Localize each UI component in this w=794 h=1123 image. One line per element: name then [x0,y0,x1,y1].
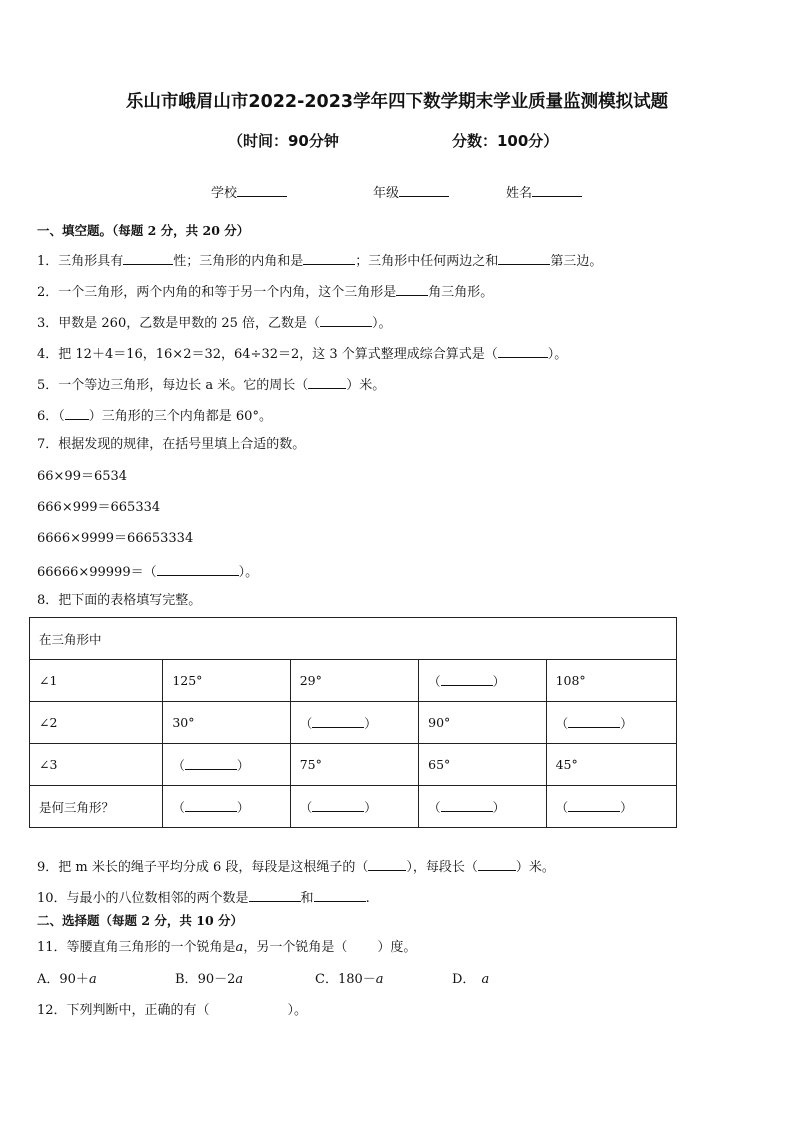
q7-pattern-3: 6666×9999＝66653334 [37,531,194,546]
paren-close: ） [364,799,377,815]
name-field[interactable] [506,182,582,201]
value-cell: 75° [290,744,418,786]
q1-text-b: 性；三角形的内角和是 [173,254,304,269]
q9-text-c: ）米。 [515,860,555,875]
q7-l4-text-b: ）。 [238,565,259,580]
q10-text-c: . [365,891,370,906]
school-label: 学校 [211,186,238,201]
row-label: ∠2 [30,702,163,744]
q7-pattern-2: 666×999＝665334 [37,500,161,515]
question-4 [37,344,567,363]
table-row [30,660,677,702]
q10-blank-2[interactable] [314,888,366,902]
name-label: 姓名 [506,186,533,201]
question-6 [37,406,272,425]
q2-blank[interactable] [396,282,428,296]
q6-blank[interactable] [65,406,89,420]
question-8: 8．把下面的表格填写完整。 [37,593,202,608]
answer-blank[interactable] [312,798,364,812]
table-row [30,786,677,828]
row-label: ∠1 [30,660,163,702]
option-c-expr: 180－ [337,972,376,987]
q11-text-a: 11．等腰直角三角形的一个锐角是 [37,940,236,955]
q5-text-b: ）米。 [346,378,386,393]
triangle-table [29,617,677,828]
answer-blank[interactable] [441,798,493,812]
q12-text-b: ）。 [287,1003,308,1018]
q11-option-a[interactable] [37,972,97,988]
q9-blank-2[interactable] [478,857,516,871]
section1-heading: 一、填空题。（每题 2 分，共 20 分） [37,223,250,238]
table-row [30,744,677,786]
q3-text-b: ）。 [372,316,392,331]
q11-option-d[interactable] [452,972,489,988]
q9-text-a: 9．把 m 米长的绳子平均分成 6 段，每段是这根绳子的（ [37,860,369,875]
q1-blank-3[interactable] [498,251,550,265]
name-blank[interactable] [532,183,582,197]
q9-blank-1[interactable] [368,857,406,871]
exam-score: 分数：100分） [452,132,559,150]
option-a-label: A． [37,972,60,987]
q1-blank-2[interactable] [303,251,355,265]
q11-option-b[interactable] [175,972,243,988]
answer-blank[interactable] [312,714,364,728]
question-12 [37,1003,307,1019]
question-2 [37,282,493,301]
q11-text-c: ）度。 [377,940,417,955]
q10-text-b: 和 [300,891,314,906]
q5-blank[interactable] [308,375,346,389]
paren-open: （ [428,799,441,815]
table-title-row [30,618,677,660]
q7-l4-text-a: 66666×99999＝（ [37,565,157,580]
option-d-label: D． [452,972,476,987]
paren-open: （ [555,715,569,731]
answer-cell[interactable] [163,744,290,786]
school-field[interactable] [211,182,287,201]
question-3 [37,313,392,332]
option-a-var: a [88,972,97,987]
option-c-label: C． [315,972,338,987]
q3-blank[interactable] [320,313,372,327]
q6-text-b: ）三角形的三个内角都是 60°。 [88,409,272,424]
q1-text-a: 1．三角形具有 [37,254,124,269]
paren-close: ） [492,799,506,815]
q11-var: a [235,940,244,955]
question-11 [37,940,416,956]
q9-text-b: ），每段长（ [406,860,478,875]
paren-close: ） [620,715,633,731]
q3-text-a: 3．甲数是 260，乙数是甲数的 25 倍，乙数是（ [37,316,321,331]
q11-text-b: ，另一个锐角是（ [243,940,348,955]
value-cell: 30° [163,702,290,744]
answer-cell[interactable] [290,786,418,828]
q10-text-a: 10．与最小的八位数相邻的两个数是 [37,891,249,906]
q1-text-d: 第三边。 [550,254,603,269]
paren-open: （ [299,799,313,815]
answer-cell[interactable] [419,786,546,828]
q4-text-b: ）。 [547,347,568,362]
grade-label: 年级 [373,186,400,201]
option-c-var: a [375,972,384,987]
paren-open: （ [428,673,441,689]
q11-option-c[interactable] [315,972,384,988]
answer-blank[interactable] [568,714,620,728]
grade-blank[interactable] [399,183,449,197]
table-row [30,702,677,744]
answer-cell[interactable] [419,660,546,702]
answer-cell[interactable] [546,786,676,828]
value-cell: 125° [163,660,290,702]
exam-time: （时间：90分钟 [228,132,339,150]
option-a-expr: 90＋ [59,972,89,987]
answer-blank[interactable] [185,756,237,770]
q4-blank[interactable] [498,344,548,358]
paren-open: （ [172,799,185,815]
question-10 [37,888,370,907]
answer-blank[interactable] [568,798,620,812]
question-9 [37,857,555,876]
table-title: 在三角形中 [30,618,677,660]
section2-heading: 二、选择题（每题 2 分，共 10 分） [37,913,244,928]
question-5 [37,375,385,394]
option-b-var: a [235,972,244,987]
row-label: 是何三角形？ [30,786,163,828]
paren-open: （ [555,799,569,815]
question-7: 7．根据发现的规律，在括号里填上合适的数。 [37,437,306,452]
answer-cell[interactable] [163,786,290,828]
paren-close: ） [236,799,250,815]
paren-close: ） [620,799,633,815]
option-d-var: a [481,972,490,987]
page-title: 乐山市峨眉山市2022-2023学年四下数学期末学业质量监测模拟试题 [125,92,669,112]
option-b-expr: 90－2 [197,972,236,987]
value-cell: 45° [546,744,676,786]
value-cell: 108° [546,660,676,702]
value-cell: 29° [290,660,418,702]
question-1 [37,251,602,270]
q2-text-b: 角三角形。 [428,285,494,300]
answer-blank[interactable] [441,672,493,686]
q6-text-a: 6．（ [37,409,65,424]
q5-text-a: 5．一个等边三角形，每边长 a 米。它的周长（ [37,378,309,393]
value-cell: 65° [419,744,546,786]
school-blank[interactable] [237,183,287,197]
q12-text-a: 12．下列判断中，正确的有（ [37,1003,210,1018]
value-cell: 90° [419,702,546,744]
paren-open: （ [172,757,185,773]
q7-blank[interactable] [157,562,239,576]
answer-blank[interactable] [185,798,237,812]
paren-open: （ [299,715,313,731]
q7-pattern-4 [37,562,258,581]
q2-text-a: 2．一个三角形，两个内角的和等于另一个内角，这个三角形是 [37,285,397,300]
q1-blank-1[interactable] [123,251,173,265]
paren-close: ） [236,757,250,773]
q4-text-a: 4．把 12＋4＝16，16×2＝32，64÷32＝2，这 3 个算式整理成综合算式是（ [37,347,498,362]
paren-close: ） [364,715,377,731]
answer-cell[interactable] [290,702,418,744]
answer-cell[interactable] [546,702,676,744]
q7-pattern-1: 66×99＝6534 [37,469,128,484]
q1-text-c: ；三角形中任何两边之和 [355,254,499,269]
grade-field[interactable] [373,182,449,201]
paren-close: ） [492,673,506,689]
row-label: ∠3 [30,744,163,786]
q10-blank-1[interactable] [249,888,301,902]
option-b-label: B． [175,972,198,987]
